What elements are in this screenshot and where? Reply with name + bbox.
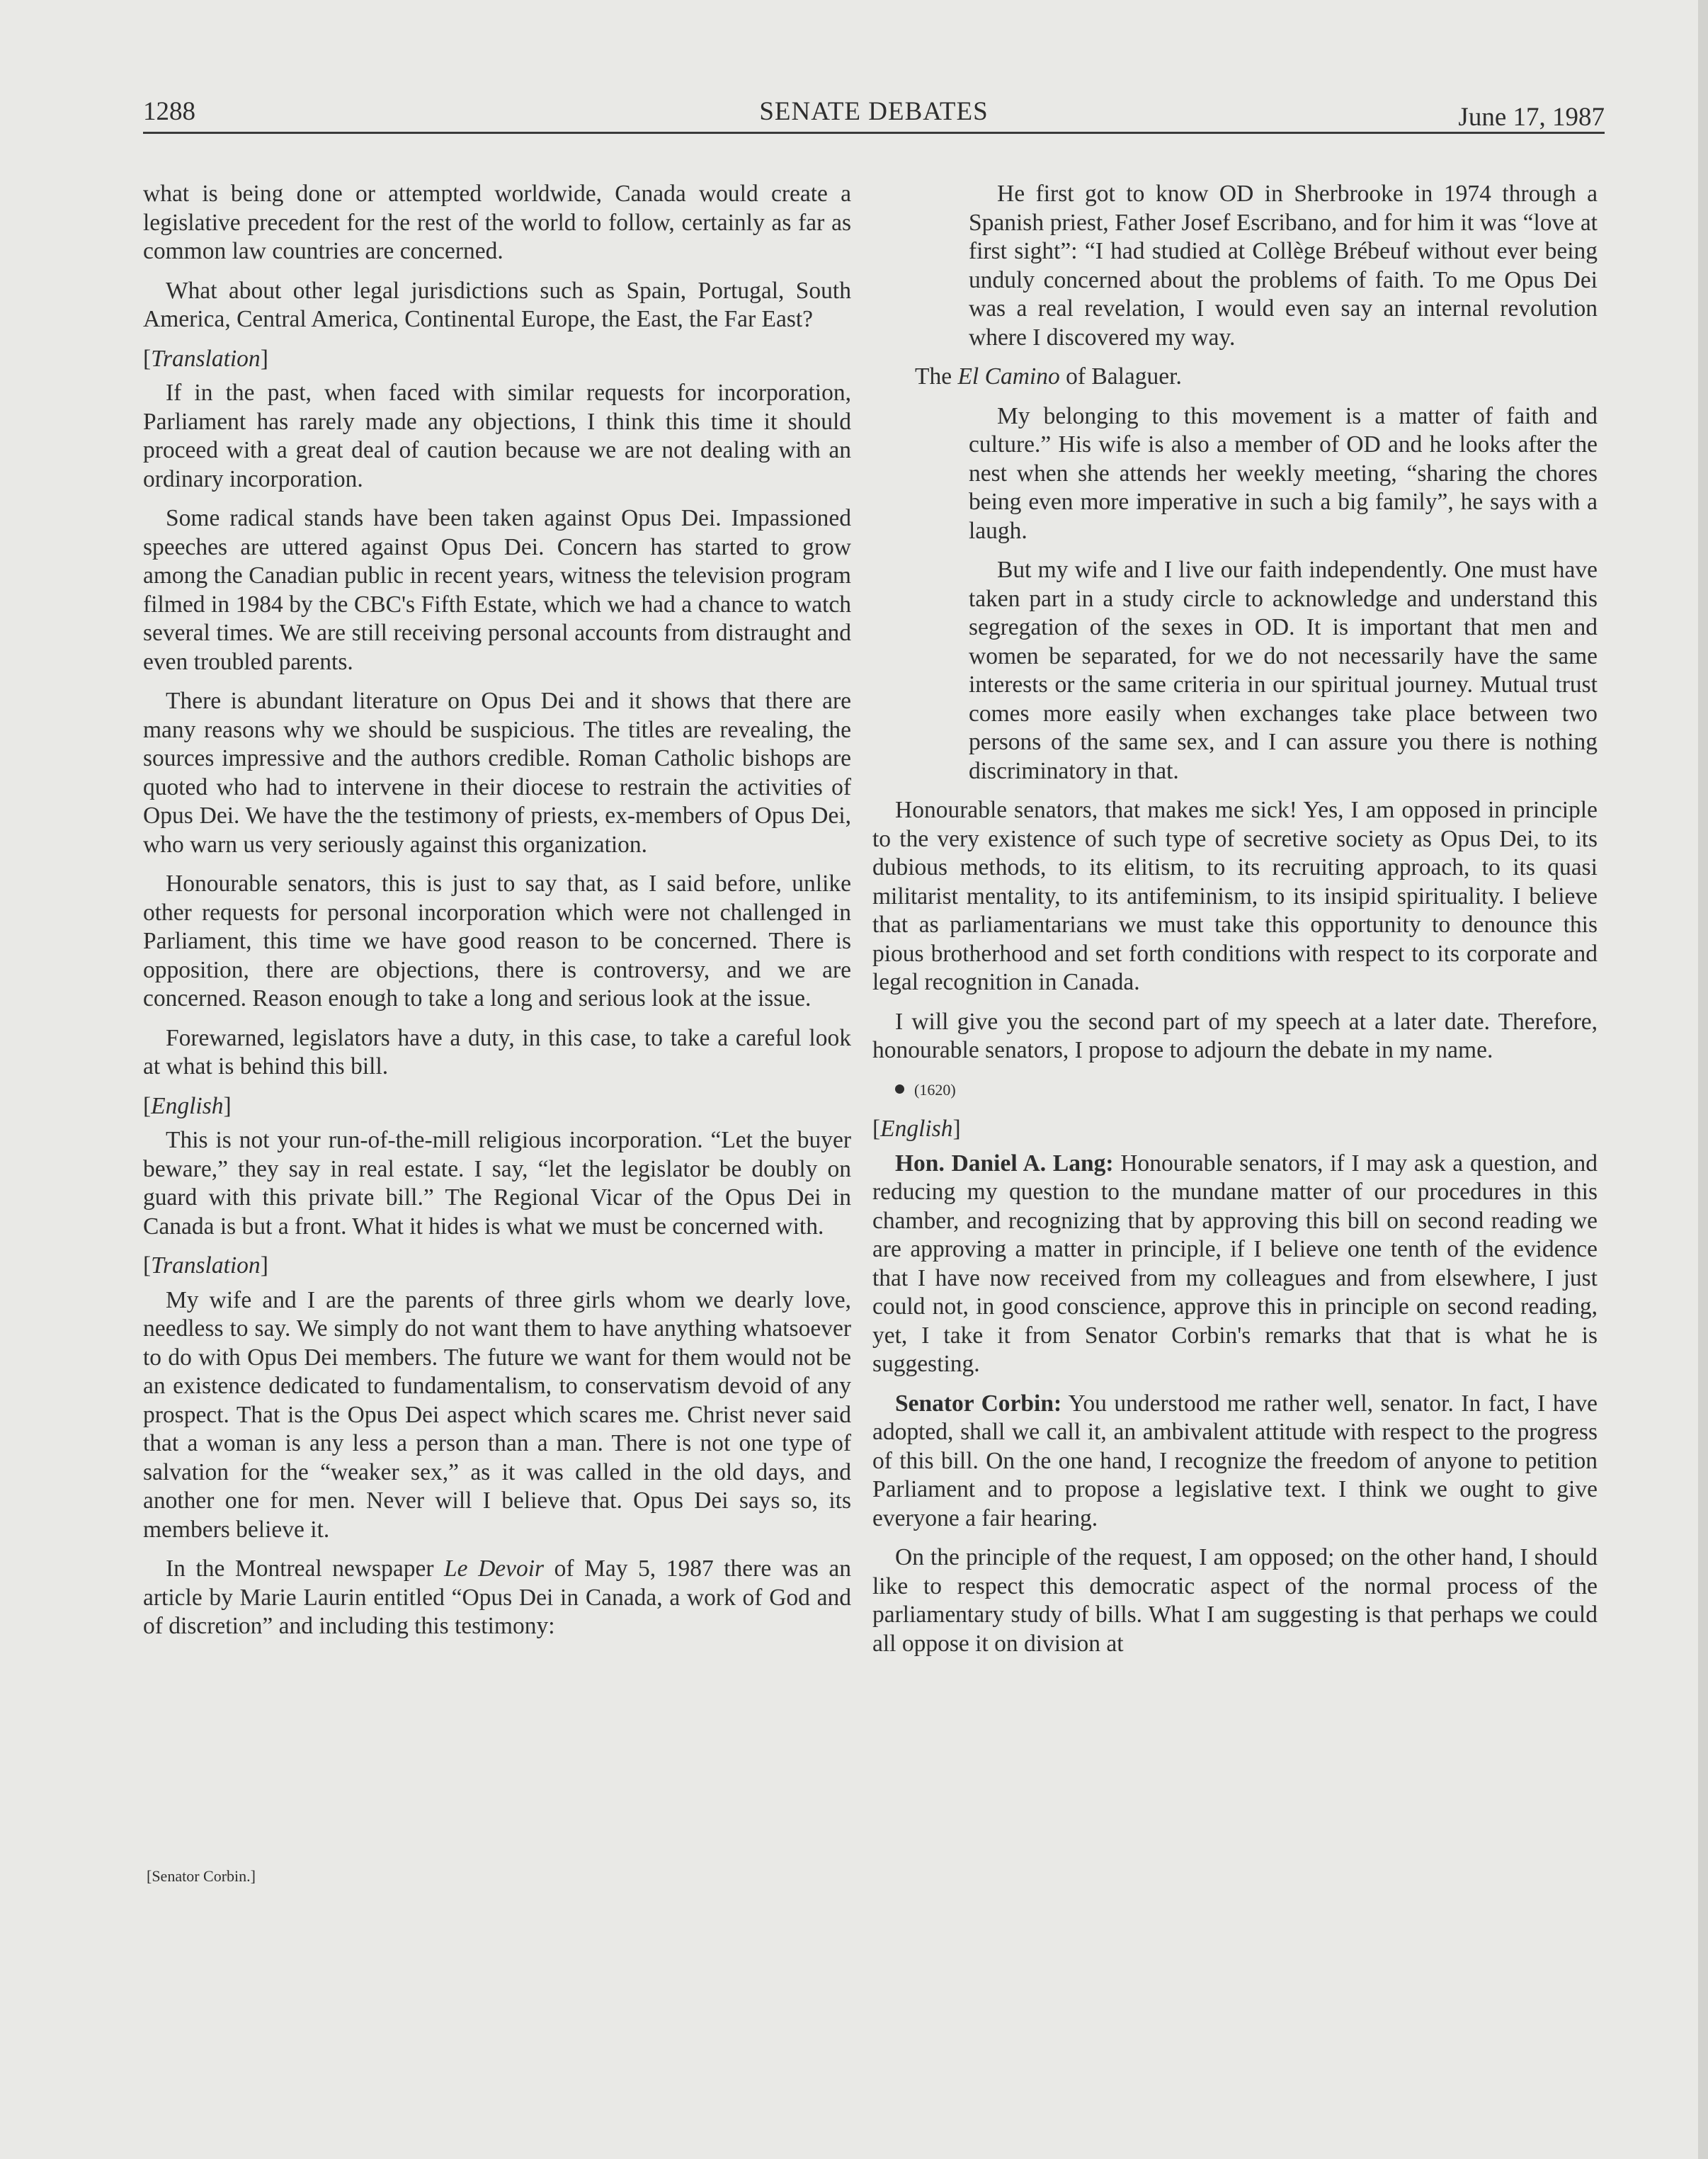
- paragraph: Some radical stands have been taken against Opus Dei. Impassioned speeches are uttered against Opus Dei. Concern has started to grow among the Canadian public in recent years, witness the television program filmed in 1984 by the CBC's Fifth Estate, which we had a chance to watch several times. We are still receiving personal accounts from distraught and even troubled parents.: [143, 505, 851, 675]
- time-stamp: (1620): [872, 1076, 1598, 1105]
- paragraph: Honourable senators, this is just to say that, as I said before, unlike other requests for personal incorporation which were not challenged in Parliament, this time we have good reason to be concerned. There is opposition, there are objections, there is controversy, and we are concerned. Reason enough to take a long and serious look at the issue.: [143, 871, 851, 1012]
- paragraph: In the Montreal newspaper Le Devoir of May 5, 1987 there was an article by Marie Laurin entitled “Opus Dei in Canada, a work of God and of discretion” and including this testimony:: [143, 1556, 851, 1639]
- quote-paragraph: But my wife and I live our faith independently. One must have taken part in a study circle to acknowledge and understand this segregation of the sexes in OD. It is important that men and women be separated, for we do not necessarily have the same interests or the same criteria in our spiritual journey. Mutual trust comes more easily when exchanges take place between two persons of the same sex, and I can assure you there is nothing discriminatory in that.: [969, 557, 1598, 784]
- speaker-paragraph: Hon. Daniel A. Lang: Honourable senators, if I may ask a question, and reducing my question to the mundane matter of our procedures in this chamber, and recognizing that by approving this bill on second reading we are approving a matter in principle, if I believe one tenth of the evidence that I have now received from my colleagues and from elsewhere, I just could not, in good conscience, approve this in principle on second reading, yet, I take it from Senator Corbin's remarks that that is what he is suggesting.: [872, 1150, 1598, 1377]
- quote-paragraph: He first got to know OD in Sherbrooke in 1974 through a Spanish priest, Father Josef Escribano, and for him it was “love at first sight”: “I had studied at Collège Brébeuf without ever being unduly concerned about the problems of faith. To me Opus Dei was a real revelation, I would even say an internal revolution where I discovered my way.: [969, 181, 1598, 351]
- speaker-footer-note: [Senator Corbin.]: [147, 1867, 256, 1885]
- speaker-name: Hon. Daniel A. Lang:: [895, 1150, 1114, 1177]
- language-tag: [English]: [143, 1092, 232, 1119]
- paragraph: This is not your run-of-the-mill religious incorporation. “Let the buyer beware,” they say in real estate. I say, “let the legislator be doubly on guard with this private bill.” The Regional Vicar of the Opus Dei in Canada is but a front. What it hides is what we must be concerned with.: [143, 1127, 851, 1240]
- paragraph: There is abundant literature on Opus Dei and it shows that there are many reasons why we should be suspicious. The titles are revealing, the sources impressive and the authors credible. Roman Catholic bishops are quoted who had to intervene in their diocese to restrain the activities of Opus Dei. We have the the testimony of priests, ex-members of Opus Dei, who warn us very seriously against this organization.: [143, 688, 851, 858]
- publication-date: June 17, 1987: [1458, 103, 1605, 132]
- quoted-testimony: [969, 402, 1598, 786]
- quote-paragraph: The El Camino of Balaguer.: [915, 363, 1182, 390]
- paragraph: My wife and I are the parents of three girls whom we dearly love, needless to say. We simply do not want them to have anything whatsoever to do with Opus Dei members. The future we want for them would not be an existence dedicated to fundamentalism, to conservatism devoid of any prospect. That is the Opus Dei aspect which scares me. Christ never said that a woman is any less a person than a man. There is not one type of salvation for the “weaker sex,” as it was called in the old days, and another one for men. Never will I believe that. Opus Dei says so, its members believe it.: [143, 1286, 851, 1543]
- language-tag: [English]: [872, 1116, 961, 1142]
- left-column: [143, 180, 851, 1652]
- page-header: [143, 96, 1605, 134]
- paragraph: On the principle of the request, I am opposed; on the other hand, I should like to respect this democratic aspect of the normal process of the parliamentary study of bills. What I am suggesting is that perhaps we could all oppose it on division at: [872, 1544, 1598, 1657]
- paragraph: Honourable senators, that makes me sick! Yes, I am opposed in principle to the very existence of such type of secretive society as Opus Dei, to its dubious methods, to its elitism, to its recruiting approach, to its quasi militarist mentality, to its antifeminism, to its insipid spirituality. I believe that as parliamentarians we must take this opportunity to denounce this pious brotherhood and set forth conditions with respect to its corporate and legal recognition in Canada.: [872, 797, 1598, 995]
- page-edge-shadow: [1698, 0, 1708, 2159]
- speaker-name: Senator Corbin:: [895, 1390, 1062, 1417]
- quoted-testimony: [969, 180, 1598, 352]
- quote-paragraph: My belonging to this movement is a matter of faith and culture.” His wife is also a member of OD and he looks after the nest when she attends her weekly meeting, “sharing the chores being even more imperative in such a big family”, he says with a laugh.: [969, 402, 1598, 544]
- paragraph: I will give you the second part of my speech at a later date. Therefore, honourable senators, I propose to adjourn the debate in my name.: [872, 1008, 1598, 1063]
- paragraph: what is being done or attempted worldwide, Canada would create a legislative precedent for the rest of the world to follow, certainly as far as common law countries are concerned.: [143, 181, 851, 264]
- page-number: 1288: [143, 97, 195, 126]
- paragraph: If in the past, when faced with similar requests for incorporation, Parliament has rarely made any objections, I think this time it should proceed with a great deal of caution because we are not dealing with an ordinary incorporation.: [143, 380, 851, 492]
- speaker-paragraph: Senator Corbin: You understood me rather well, senator. In fact, I have adopted, shall we call it, an ambivalent attitude with respect to the progress of this bill. On the one hand, I recognize the freedom of anyone to petition Parliament and to propose a legislative text. I think we ought to give everyone a fair hearing.: [872, 1390, 1598, 1531]
- paragraph: Forewarned, legislators have a duty, in this case, to take a careful look at what is behind this bill.: [143, 1024, 851, 1080]
- language-tag: [Translation]: [143, 1252, 268, 1279]
- bullet-icon: [895, 1084, 904, 1094]
- right-column: [872, 180, 1598, 1669]
- language-tag: [Translation]: [143, 345, 268, 372]
- publication-title: SENATE DEBATES: [759, 97, 989, 126]
- paragraph: What about other legal jurisdictions such as Spain, Portugal, South America, Central America, Continental Europe, the East, the Far East?: [143, 277, 851, 332]
